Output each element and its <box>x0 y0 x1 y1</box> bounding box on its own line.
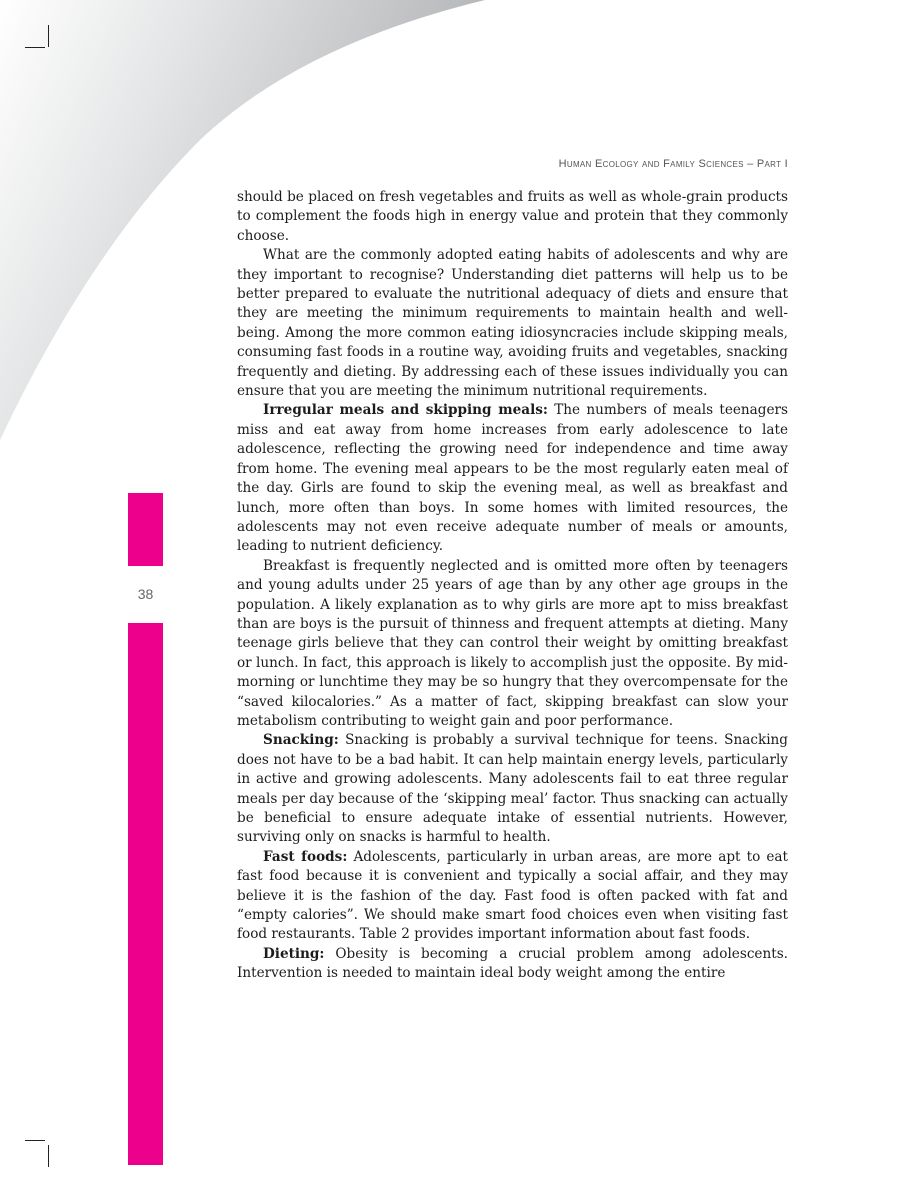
paragraph-text: Breakfast is frequently neglected and is omitted more often by teenagers and young adults under 25 years of age than by any other age groups in the population. A likely explanation as to why girls are more apt to miss breakfast than are boys is the pursuit of thinness and frequent attempts at dieting. Many teenage girls believe that they can control their weight by omitting breakfast or lunch. In fact, this approach is likely to accomplish just the opposite. By mid-morning or lunchtime they may be so hungry that they overcompensate for the “saved kilocalories.” As a matter of fact, skipping breakfast can slow your metabolism contributing to weight gain and poor performance. <box>237 557 788 729</box>
running-head: Human Ecology and Family Sciences – Part I <box>558 158 788 170</box>
crop-mark-top-left-v <box>48 25 49 47</box>
paragraph-lead-heading: Fast foods: <box>263 848 348 865</box>
side-bar-accent-bottom <box>128 623 163 1165</box>
body-text <box>237 188 788 984</box>
paragraph-snacking <box>237 731 788 847</box>
paragraph-text: Obesity is becoming a crucial problem among adolescents. Intervention is needed to maintain ideal body weight among the entire <box>237 945 788 982</box>
paragraph-dieting <box>237 945 788 984</box>
paragraph-breakfast <box>237 557 788 732</box>
paragraph-lead-heading: Irregular meals and skipping meals: <box>263 402 548 419</box>
crop-mark-top-left-h <box>25 47 45 48</box>
page-number: 38 <box>137 586 154 602</box>
paragraph-text: What are the commonly adopted eating habits of adolescents and why are they important to recognise? Understanding diet patterns will help us to be better prepared to evaluate the nutritional adequacy of diets and ensure that they are meeting the minimum requirements to maintain health and well-being. Among the more common eating idiosyncracies include skipping meals, consuming fast foods in a routine way, avoiding fruits and vegetables, snacking frequently and dieting. By addressing each of these issues individually you can ensure that you are meeting the minimum nutritional requirements. <box>237 247 788 400</box>
paragraph-fast-foods <box>237 848 788 945</box>
paragraph-continuation <box>237 188 788 246</box>
paragraph-text: Adolescents, particularly in urban areas, are more apt to eat fast food because it is convenient and typically a social affair, and they may believe it is the fashion of the day. Fast food is often packed with fat and “empty calories”. We should make smart food choices even when visiting fast food restaurants. Table 2 provides important information about fast foods. <box>237 848 788 943</box>
crop-mark-bottom-left-h <box>25 1140 45 1141</box>
paragraph-irregular-meals <box>237 401 788 556</box>
paragraph-text: Snacking is probably a survival technique for teens. Snacking does not have to be a bad habit. It can help maintain energy levels, particularly in active and growing adolescents. Many adolescents fail to eat three regular meals per day because of the ‘skipping meal’ factor. Thus snacking can actually be beneficial to ensure adequate intake of essential nutrients. However, surviving only on snacks is harmful to health. <box>237 732 788 846</box>
side-bar-accent-top <box>128 493 163 566</box>
paragraph-lead-heading: Snacking: <box>263 732 339 749</box>
paragraph-text: should be placed on fresh vegetables and fruits as well as whole-grain products to complement the foods high in energy value and protein that they commonly choose. <box>237 189 788 244</box>
paragraph-lead-heading: Dieting: <box>263 945 325 962</box>
crop-mark-bottom-left-v <box>48 1145 49 1167</box>
paragraph-eating-habits <box>237 246 788 401</box>
paragraph-text: The numbers of meals teenagers miss and eat away from home increases from early adolescence to late adolescence, reflecting the growing need for independence and time away from home. The evening meal appears to be the most regularly eaten meal of the day. Girls are found to skip the evening meal, as well as breakfast and lunch, more often than boys. In some homes with limited resources, the adolescents may not even receive adequate number of meals or amounts, leading to nutrient deficiency. <box>237 402 788 555</box>
